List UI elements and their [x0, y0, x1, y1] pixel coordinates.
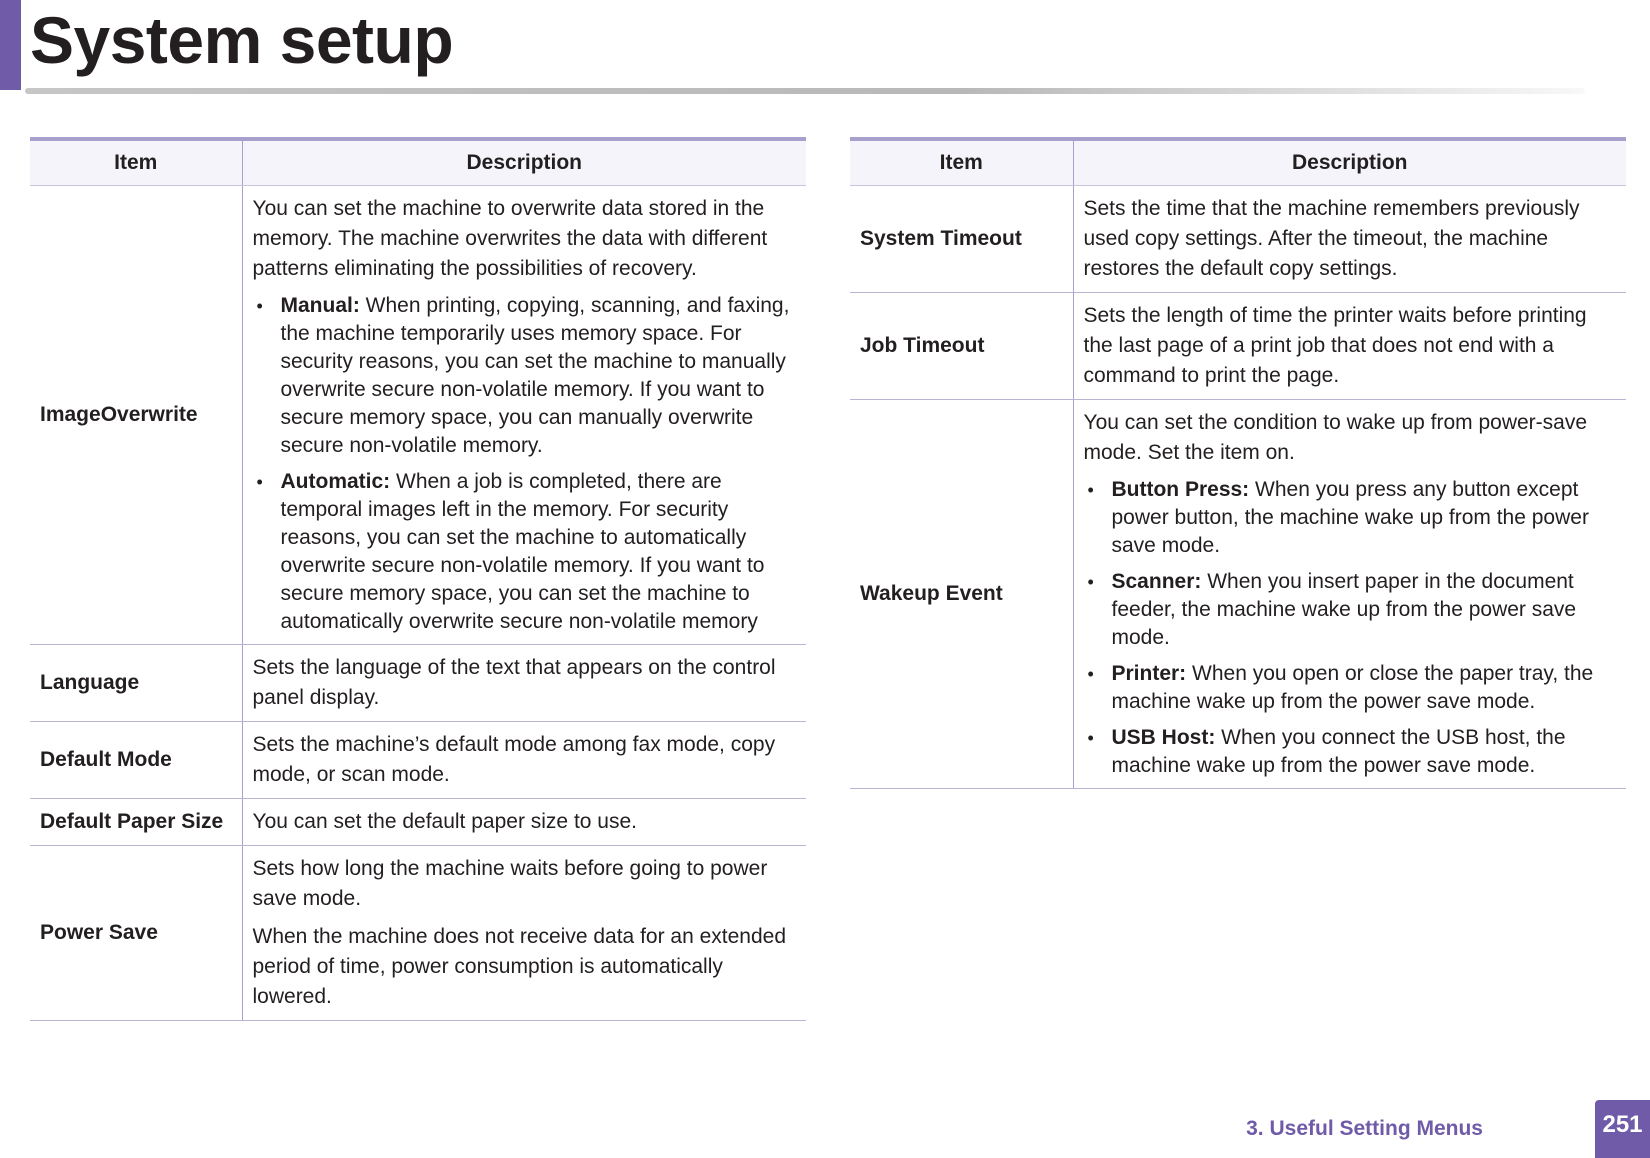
item-name: Default Mode	[30, 722, 242, 799]
item-description	[242, 645, 806, 722]
table-row	[30, 799, 806, 846]
option-item	[253, 468, 797, 636]
description-text: You can set the condition to wake up from power-save mode. Set the item on.	[1083, 411, 1588, 464]
option-item	[1084, 724, 1617, 780]
description-text: Sets how long the machine waits before going to power save mode.	[252, 857, 768, 910]
option-label: USB Host:	[1111, 726, 1216, 749]
item-description	[242, 722, 806, 799]
bullet-icon: •	[1087, 664, 1094, 684]
option-text: When you insert paper in the document feeder, the machine wake up from the power save mode.	[1111, 570, 1577, 649]
option-item	[1084, 568, 1617, 652]
item-description	[242, 846, 806, 1021]
option-item	[1084, 476, 1617, 560]
table-header-row	[30, 139, 806, 186]
item-description	[1073, 186, 1626, 293]
description-text: You can set the default paper size to use.	[252, 810, 637, 833]
description-text: Sets the length of time the printer waits before printing the last page of a print job that does not end with a command to print the page.	[1083, 304, 1587, 387]
item-description	[1073, 400, 1626, 789]
description-text: When the machine does not receive data for an extended period of time, power consumption is automatically lowered.	[252, 925, 787, 1008]
item-description	[1073, 293, 1626, 400]
item-description	[242, 799, 806, 846]
page-title: System setup	[30, 3, 454, 77]
option-label: Printer:	[1111, 662, 1187, 685]
bullet-icon: •	[256, 472, 263, 492]
item-name: Default Paper Size	[30, 799, 242, 846]
bullet-icon: •	[1087, 480, 1094, 500]
title-accent-bar	[0, 0, 21, 90]
option-item	[1084, 660, 1617, 716]
option-label: Manual:	[280, 294, 360, 317]
option-text: When printing, copying, scanning, and faxing, the machine temporarily uses memory space. For security reasons, you can set the machine to manually overwrite secure non-volatile memory. If you want to secure memory space, you can manually overwrite secure non-volatile memory.	[280, 294, 790, 457]
option-text: When you open or close the paper tray, the machine wake up from the power save mode.	[1111, 662, 1594, 713]
column-header-description: Description	[242, 139, 806, 186]
table-row	[30, 722, 806, 799]
bullet-icon: •	[256, 296, 263, 316]
description-text: You can set the machine to overwrite data stored in the memory. The machine overwrites the data with different patterns eliminating the possibilities of recovery.	[252, 197, 768, 280]
option-label: Button Press:	[1111, 478, 1250, 501]
description-text: Sets the language of the text that appears on the control panel display.	[252, 656, 776, 709]
table-row	[850, 400, 1626, 789]
item-name: ImageOverwrite	[30, 186, 242, 645]
option-text: When you press any button except power button, the machine wake up from the power save mode.	[1111, 478, 1589, 557]
option-text: When a job is completed, there are temporal images left in the memory. For security reasons, you can set the machine to automatically overwrite secure non-volatile memory. If you want to secure memory space, you can set the machine to automatically overwrite secure non-volatile memory	[280, 470, 765, 633]
table-header-row	[850, 139, 1626, 186]
item-name: Wakeup Event	[850, 400, 1073, 789]
page-number-badge: 251	[1595, 1100, 1650, 1158]
description-text: Sets the machine’s default mode among fax mode, copy mode, or scan mode.	[252, 733, 776, 786]
option-list	[253, 292, 797, 636]
option-item	[253, 292, 797, 460]
table-row	[30, 186, 806, 645]
item-name: Job Timeout	[850, 293, 1073, 400]
item-name: Power Save	[30, 846, 242, 1021]
column-header-item: Item	[30, 139, 242, 186]
table-row	[30, 846, 806, 1021]
option-text: When you connect the USB host, the machine wake up from the power save mode.	[1111, 726, 1566, 777]
description-text: Sets the time that the machine remembers previously used copy settings. After the timeout, the machine restores the default copy settings.	[1083, 197, 1580, 280]
option-list	[1084, 476, 1617, 780]
title-divider	[25, 88, 1585, 94]
table-row	[850, 293, 1626, 400]
table-row	[850, 186, 1626, 293]
item-description	[242, 186, 806, 645]
bullet-icon: •	[1087, 572, 1094, 592]
bullet-icon: •	[1087, 728, 1094, 748]
column-header-description: Description	[1073, 139, 1626, 186]
option-label: Automatic:	[280, 470, 391, 493]
item-name: Language	[30, 645, 242, 722]
column-header-item: Item	[850, 139, 1073, 186]
table-row	[30, 645, 806, 722]
option-label: Scanner:	[1111, 570, 1202, 593]
item-name: System Timeout	[850, 186, 1073, 293]
settings-table-right	[850, 137, 1626, 789]
settings-table-left	[30, 137, 806, 1021]
footer-section-link[interactable]: 3. Useful Setting Menus	[1246, 1117, 1483, 1140]
